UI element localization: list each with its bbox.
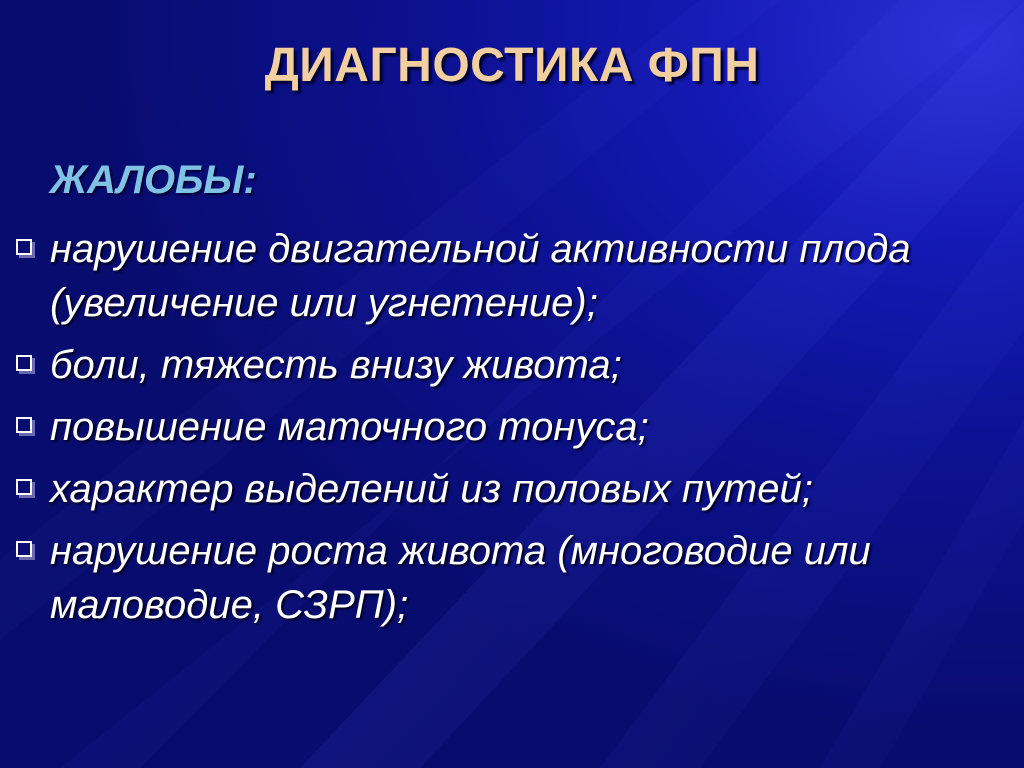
list-item xyxy=(12,222,1002,330)
list-item xyxy=(12,524,1002,632)
list-item-text: повышение маточного тонуса; xyxy=(50,405,649,449)
hollow-square-bullet-icon xyxy=(16,417,32,433)
list-item-text: нарушение двигательной активности плода (увеличение или угнетение); xyxy=(50,227,911,325)
hollow-square-bullet-icon xyxy=(16,541,32,557)
hollow-square-bullet-icon xyxy=(16,355,32,371)
list-item xyxy=(12,462,1002,516)
list-item-text: нарушение роста живота (многоводие или маловодие, СЗРП); xyxy=(50,529,871,627)
section-heading: ЖАЛОБЫ: xyxy=(50,158,257,202)
slide-title: ДИАГНОСТИКА ФПН xyxy=(264,39,760,92)
hollow-square-bullet-icon xyxy=(16,239,32,255)
list-item-text: боли, тяжесть внизу живота; xyxy=(50,343,622,387)
list-item xyxy=(12,400,1002,454)
hollow-square-bullet-icon xyxy=(16,479,32,495)
list-item-text: характер выделений из половых путей; xyxy=(50,467,813,511)
complaints-list xyxy=(12,222,1002,640)
list-item xyxy=(12,338,1002,392)
